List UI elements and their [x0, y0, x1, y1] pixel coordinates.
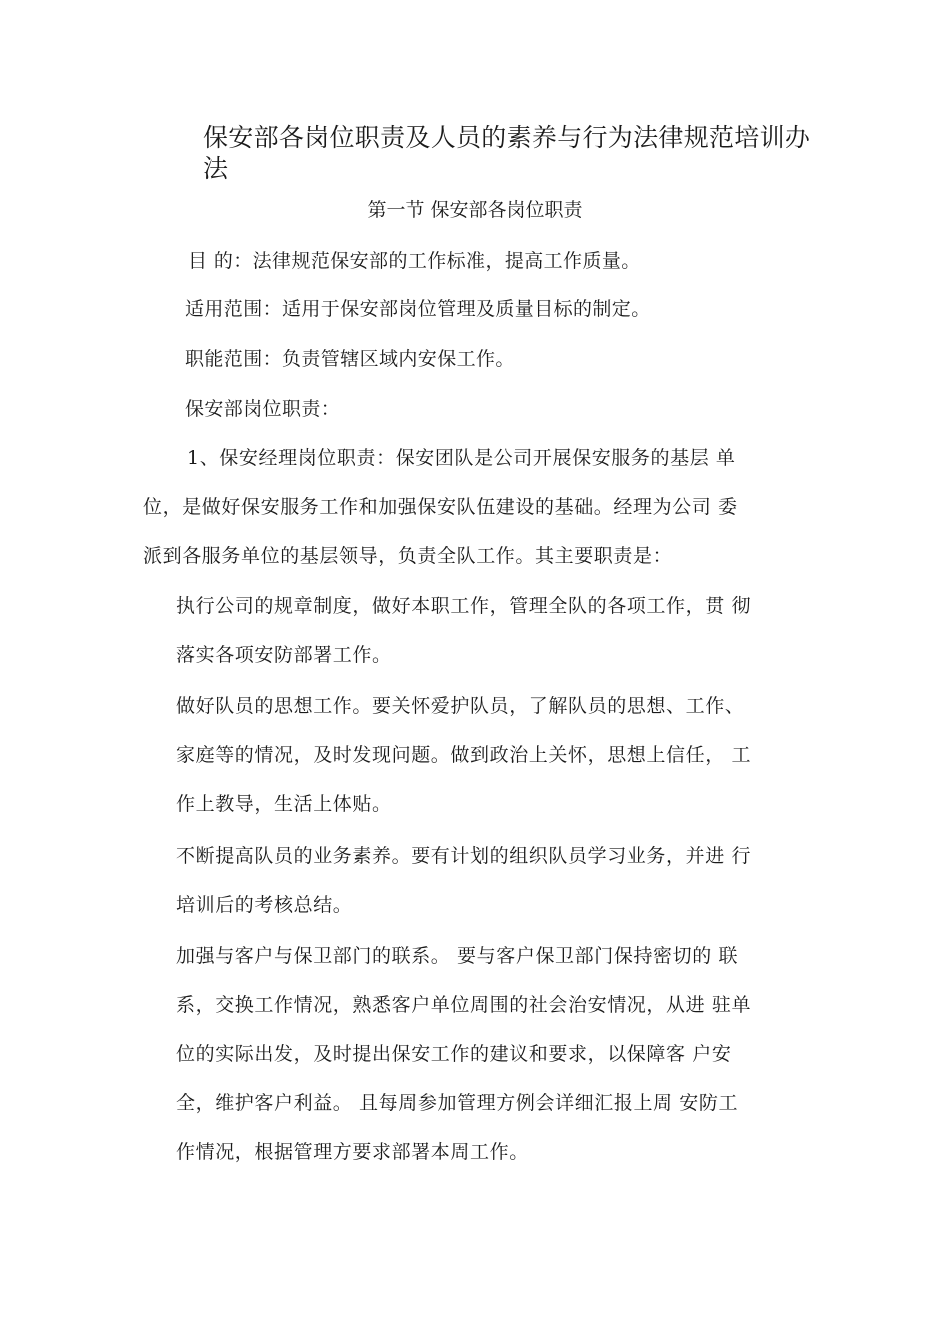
function-scope-line: 职能范围：负责管辖区域内安保工作。 — [185, 348, 515, 370]
duty3-line-1: 不断提高队员的业务素养。要有计划的组织队员学习业务，并进 行 — [176, 845, 752, 867]
duty1-paragraph — [176, 582, 751, 680]
duty2-paragraph — [176, 682, 751, 829]
duty1-line-2: 落实各项安防部署工作。 — [176, 644, 392, 666]
duty4-line-3: 位的实际出发，及时提出保安工作的建议和要求，以保障客 户安 — [176, 1043, 732, 1065]
purpose-line: 目 的：法律规范保安部的工作标准，提高工作质量。 — [188, 250, 641, 272]
document-title: 保安部各岗位职责及人员的素养与行为法律规范培训办法 — [203, 123, 811, 183]
duty3-line-2: 培训后的考核总结。 — [176, 894, 353, 916]
duty2-line-1: 做好队员的思想工作。要关怀爱护队员，了解队员的思想、工作、 — [176, 695, 745, 717]
duty4-line-5: 作情况，根据管理方要求部署本周工作。 — [176, 1141, 529, 1163]
duty1-line-1: 执行公司的规章制度，做好本职工作，管理全队的各项工作，贯 彻 — [176, 595, 752, 617]
duty3-paragraph — [176, 832, 751, 930]
scope-line: 适用范围：适用于保安部岗位管理及质量目标的制定。 — [185, 298, 651, 320]
duty2-line-2: 家庭等的情况，及时发现问题。做到政治上关怀，思想上信任， 工 — [176, 744, 752, 766]
item1-paragraph — [143, 434, 738, 581]
item1-line-2: 位，是做好保安服务工作和加强保安队伍建设的基础。经理为公司 委 — [143, 496, 738, 518]
duty2-line-3: 作上教导，生活上体贴。 — [176, 793, 392, 815]
item1-line-3: 派到各服务单位的基层领导，负责全队工作。其主要职责是： — [143, 545, 673, 567]
duty4-line-1: 加强与客户与保卫部门的联系。 要与客户保卫部门保持密切的 联 — [176, 945, 739, 967]
duty4-line-4: 全，维护客户利益。 且每周参加管理方例会详细汇报上周 安防工 — [176, 1092, 739, 1114]
duties-heading: 保安部岗位职责： — [185, 398, 341, 420]
item1-line-1: 1、保安经理岗位职责：保安团队是公司开展保安服务的基层 单 — [187, 447, 736, 469]
duty4-paragraph — [176, 932, 751, 1177]
duty4-line-2: 系，交换工作情况，熟悉客户单位周围的社会治安情况，从进 驻单 — [176, 994, 752, 1016]
section-heading: 第一节 保安部各岗位职责 — [367, 199, 583, 221]
